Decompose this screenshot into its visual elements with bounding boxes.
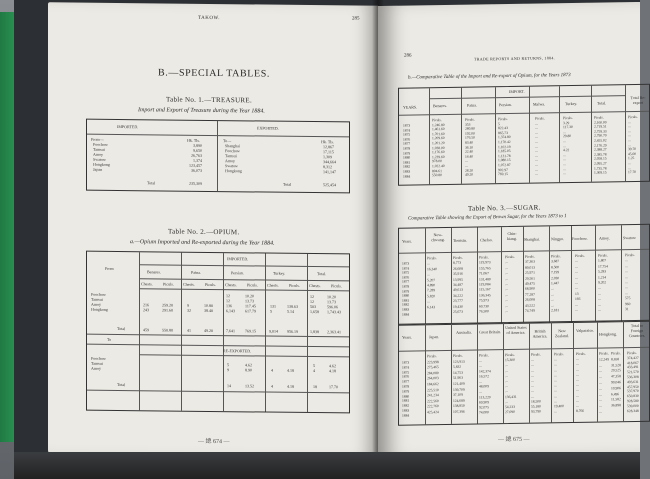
col-patna: Patna. [467, 102, 477, 108]
col-malwa: Malwa. [533, 101, 546, 107]
sugar2-valparaiso-values: Piculs. ... ... ... ... ... ... ... ... ... ... 8,766 [576, 351, 586, 414]
right-page-number: 286 [404, 53, 412, 59]
sugar-tientsin-values: Piculs. 8,773 26,608 35,916 13,995 34,487 49,613 34,222 23,777 19,430 25,673 [453, 255, 463, 314]
sugar2-col-total: Total to Foreign Countries. [628, 322, 646, 339]
export-unit: Hk. Tls. [321, 139, 334, 145]
export-places: Shanghai Foochow Tamsui Amoy Swatow Hongkong [225, 143, 242, 174]
sub-piculs-5: Piculs. [331, 283, 342, 289]
import-values: 3,890 9,650 26,763 1,374 123,457 36,073 [189, 142, 202, 174]
import-total-label: Total [147, 180, 156, 186]
sugar-amoy-values: Piculs. 1,807 17,754 5,283 1,214 9,202 ... ... ... ... ... [598, 253, 608, 312]
persian-values: Piculs. 5 822.43 865.73 1,374.80 1,170.42 1,102.19 1,185.05 1,131.78 1,080.15 1,072.87 902.97 769.15 [498, 117, 511, 177]
sugar-col-ningpo: Ningpo. [551, 236, 564, 242]
turkey-values: Piculs. 3.29 117.30 ... 29.80 ... ... 4.22 ... ... ... ... ... [563, 115, 573, 176]
sugar-col-amoy: Amoy. [599, 235, 610, 241]
left-footer-page-number: — 總 674 — [198, 438, 230, 446]
sugar-col-foochow: Foochow. [572, 235, 588, 242]
imported-header: IMPORTED. [117, 123, 139, 130]
sugar2-col-japan: Japan. [429, 334, 440, 340]
opium-table [86, 251, 350, 414]
patna-piculs: 10.80 38.40 [204, 303, 213, 314]
sugar-chefoo-values: Piculs. 119,973 155,765 71,067 131,480 119,084 115,167 136,345 75,973 60,730 76,500 [479, 255, 491, 314]
sugar-newchwang-values: Piculs. ... 16,340 ... 5,207 4,890 7,289 5,820 ... 6,143 [427, 256, 437, 309]
sugar-shanghai-values: Piculs. 37,363 89,013 25,971 29,561 49,475 68,900 77,287 26,008 43,522 74,749 [525, 254, 535, 313]
sugar-col-shanghai: Shanghai. [524, 236, 540, 242]
opium-to-label: To [107, 336, 112, 342]
export-total: 525,454 [323, 182, 336, 188]
export-values: 12,867 17,115 1,309 344,664 8,312 141,147 [323, 144, 336, 175]
export-col-e: 5 4 [313, 363, 315, 374]
export-col-b: 4.62 8.90 [245, 362, 252, 373]
col-persian: Persian. [499, 101, 512, 108]
left-running-head: TAKOW. [198, 15, 220, 22]
turkey-chests: 131 5 [270, 303, 276, 314]
left-page-number: 285 [352, 16, 360, 22]
sub-piculs-4: Piculs. [289, 282, 300, 288]
sugar-table-2 [398, 320, 650, 426]
import-total-cell: 9,014 [269, 328, 278, 334]
left-page [48, 2, 378, 457]
export-total-cell: 13.52 [245, 383, 254, 389]
patna-values: Piculs. 353 280.80 192.00 176.50 83.40 36.10 22.40 14.40 ... ... 28.20 49.20 [465, 117, 475, 177]
import-places: Foochow Tamsui Amoy Swatow Hongkong Japan [93, 141, 110, 173]
import-total-cell: 956.19 [287, 328, 298, 334]
sugar-col-newchwang: New-chwang. [431, 232, 445, 243]
sugar-years-2: 1873 1874 1875 1876 1877 1878 1879 1880 1881 1882 1883 1884 [402, 360, 410, 418]
import-unit: Hk. Tls. [187, 137, 200, 143]
sugar2-col-australia: Australia. [456, 329, 472, 335]
import-total-cell: 550.80 [162, 327, 173, 333]
table2-title: Table No. 2.—OPIUM. [168, 227, 240, 237]
right-page [378, 2, 646, 458]
sugar-foochow-values: Piculs. ... ... ... ... ... ... 13 166 ... ... [575, 253, 585, 313]
right-running-head: TRADE REPORTS AND RETURNS, 1884. [474, 55, 555, 62]
sugar2-britishamerica-values: Piculs. ... ... ... ... ... ... ... ... 18,500 55,180 93,790 [531, 352, 541, 414]
col-total: Total. [317, 271, 327, 277]
opium-imported-header: IMPORTED. [227, 256, 249, 262]
export-col-f: 4.62 4.18 [329, 363, 336, 374]
sugar-col-chefoo: Chefoo. [480, 237, 493, 243]
table3-subtitle: Comparative Table showing the Export of Brown Sugar, for the Years 1873 to 1 [408, 214, 567, 222]
reexported-header: RE-EXPORTED. [223, 348, 252, 354]
opium-years: 1873 1874 1875 1876 1877 1878 1879 1880 1881 1882 1883 1884 [403, 123, 411, 179]
book-bottom-edge [14, 452, 640, 479]
section-title: B.—SPECIAL TABLES. [158, 67, 270, 80]
benares-values: Piculs. 1,246.80 1,461.60 1,701.60 1,209.60 1,201.20 1,038.00 1,176.60 1,239.60 978.00 1,022.40 804.61 550.80 [432, 118, 445, 178]
export-total-cell: 17.70 [329, 384, 338, 390]
sub-chests-4: Chests. [267, 282, 279, 288]
col-persian: Persian. [231, 270, 244, 276]
col-total-reexport: Total Re-export [630, 94, 646, 106]
sub-piculs-3: Piculs. [247, 282, 258, 288]
sugar-swatow-values: Piculs. ... ... ... ... ... ... ... 575 960 31 [625, 253, 635, 312]
sub-piculs-2: Piculs. [205, 281, 216, 288]
table2-subtitle: a.—Opium Imported and Re-exported during the Year 1884. [130, 239, 275, 247]
col-benares: Benares. [433, 102, 447, 109]
import-header: IMPORT. [509, 88, 525, 94]
col-benares: Benares. [147, 269, 161, 275]
sub-chests-1: Chests. [141, 281, 153, 287]
import-total-cell: 49.20 [204, 327, 213, 333]
reexport-values: Piculs. ... ... ... ... ... ... 39.70 45.00 1.25 ... ... 17.70 [628, 114, 638, 175]
total-piculs: 10.20 13.73 596.06 1,743.43 [327, 294, 341, 315]
sugar-table-1 [398, 224, 650, 326]
sugar2-col-britishamerica: British America. [532, 328, 548, 339]
export-col-d: 4.18 [287, 367, 294, 374]
sugar2-nz-values: Piculs. ... ... ... ... ... ... ... ... ... 19,400 ... [554, 352, 564, 414]
sugar-ningpo-values: Piculs. 3,687 8,500 7,199 2,030 1,447 ... ... ... ... 2,181 [551, 254, 561, 313]
sugar2-col-valparaiso: Valparaiso. [576, 327, 594, 333]
comparative-opium-table [398, 84, 650, 186]
sugar2-greatbritain-values: Piculs. ... ... 142,374 16,572 ... 48,009 ... 113,220 69,909 92,075 74,000 [479, 353, 491, 415]
export-total-cell: 18 [313, 384, 317, 390]
patna-chests: 9 32 [187, 302, 191, 314]
opium-export-total-label: Total [117, 381, 126, 388]
sugar2-col-greatbritain: Great Britain. [479, 329, 501, 335]
sugar2-usa-values: Piculs. 15,300 ... ... ... ... ... ... 136,431 ... 54,233 27,090 [505, 352, 517, 415]
import-total-cell: 769.15 [245, 328, 256, 334]
sugar-col-swatow: Swatow [623, 235, 636, 241]
import-total-cell: 2,363.41 [327, 329, 341, 335]
export-col-c: 4 [271, 367, 273, 373]
import-total-cell: 459 [143, 327, 149, 333]
sugar-col-years: Years. [402, 238, 412, 244]
sub-chests-5: Chests. [309, 283, 321, 289]
table1-subtitle: Import and Export of Treasure during the Year 1884. [138, 107, 265, 115]
export-to-label: To— [223, 138, 232, 144]
table1-title: Table No. 1.—TREASURE. [166, 95, 253, 105]
col-patna: Patna. [191, 269, 201, 275]
opium-import-places: Foochow Tamsui Amoy Hongkong [91, 291, 108, 313]
total-values: Piculs. 2,160.00 2,719.51 2,759.33 2,790.70 2,455.02 2,176.29 2,388.27 2,385.78 2,058.15 2,095.27 1,735.78 1,369.15 [594, 115, 607, 175]
turkey-piculs: 138.63 5.14 [287, 303, 298, 315]
sub-chests-3: Chests. [225, 282, 237, 288]
import-total-cell: 1,838 [310, 329, 319, 335]
opium-from-label: From [105, 265, 114, 271]
sugar-years-1: 1873 1874 1875 1876 1877 1878 1879 1880 1881 1882 1883 1884 [402, 261, 410, 317]
import-total: 235,309 [189, 180, 202, 186]
table-b-title: b.—Comparative Table of the Import and Re-export of Opium, for the Years 1873 [408, 73, 571, 81]
import-total-cell: 7,641 [226, 328, 235, 334]
opium-import-total-label: Total [117, 325, 126, 332]
import-total-cell: 41 [187, 327, 191, 333]
total-chests: 12 12 503 1,658 [310, 294, 319, 315]
col-total: Total. [597, 100, 607, 106]
export-col-a: 5 9 [227, 362, 229, 373]
persian-piculs: 10.20 13.73 117.45 617.79 [245, 293, 256, 314]
sugar2-japan-values: Piculs. 223,998 275,465 284,080 264,003 184,662 225,510 241,234 222,560 222,760 425,424 [427, 354, 439, 415]
exported-header: EXPORTED. [257, 125, 279, 131]
sugar2-hongkong-values: Piculs. 12,249 ... ... ... ... ... ... ... ... ... [599, 351, 609, 414]
col-turkey: Turkey. [273, 270, 286, 276]
sugar2-col-hongkong: Hongkong. [599, 331, 617, 337]
sugar2-australia-values: Piculs. 123,913 5,832 14,753 51,963 121,409 139,709 37,109 124,689 138,850 107,396 [453, 353, 465, 414]
sugar2-col-years: Years. [402, 334, 412, 340]
export-total-cell: 4 [271, 383, 273, 389]
sub-chests-2: Chests. [183, 281, 195, 287]
export-total-label: Total [283, 181, 292, 187]
sugar2-total-values: Piculs. 8,658 31,528 20,525 47,358 90,046 10,906 6,496 11,582 36,898 [611, 351, 621, 408]
col-turkey: Turkey. [565, 100, 578, 107]
opium-export-places: Foochow Tamsui Amoy [91, 355, 106, 372]
sugar2-col-usa: United States of America. [505, 324, 527, 336]
import-from-label: From— [91, 136, 104, 142]
years-header: YEARS. [403, 104, 418, 110]
sugar-col-chinkiang: Chin-kiang. [507, 230, 517, 242]
sugar-col-tientsin: Tientsin. [453, 237, 467, 243]
malwa-values: Piculs. ... ... ... ... ... ... ... ... ... ... ... ... [535, 116, 545, 176]
sugar-chinkiang-values: Piculs. ... ... ... ... ... ... ... ... ... ... [505, 254, 515, 314]
sub-piculs-1: Piculs. [163, 281, 174, 287]
persian-chests: 12 12 136 6,143 [226, 293, 235, 314]
benares-piculs: 259.20 291.60 [162, 302, 173, 313]
sugar2-total-foreign-values: Piculs. 374,427 418,067 433,491 521,570 536,308 493,631 457,950 537,970 650,830 928,580 539,000 628,348 [627, 350, 639, 413]
table3-title: Table No. 3.—SUGAR. [468, 203, 541, 213]
sugar2-col-nz: New Zealand. [555, 328, 569, 339]
treasure-table [86, 119, 350, 194]
export-total-cell: 14 [227, 383, 231, 389]
benares-chests: 216 243 [143, 302, 149, 313]
export-total-cell: 4.18 [287, 383, 294, 389]
right-footer-page-number: — 總 675 — [498, 436, 530, 444]
